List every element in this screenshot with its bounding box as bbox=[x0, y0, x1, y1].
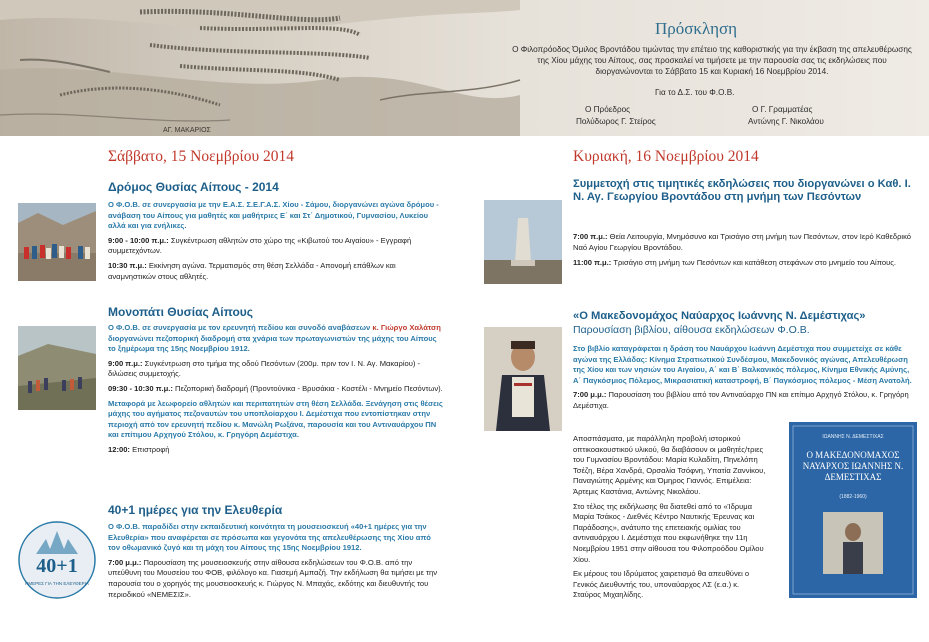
invitation-title: Πρόσκληση bbox=[655, 19, 738, 38]
portrait-photo bbox=[484, 327, 562, 431]
s2-intro: Στο βιβλίο καταγράφεται η δράση του Ναυάρχου Ιωάννη Δεμέστιχα που συμμετείχε σε κάθε αγώνα της Ελλάδας: Κίνημα Στρατιωτικού Συνδέσμου, Μακεδονικός αγώνας, Απελευθέρωση της Χίου και των νησιών του Αιγαίου, Α΄ και Β΄ Βαλκανικός πόλεμος, Κίνημα Εθνικής Αμύνης, Α΄ Παγκόσμιος Πόλεμος, Μικρασιατική καταστροφή, Β΄ Παγκόσμιος πόλεμος - Μέση Ανατολή. bbox=[573, 344, 912, 385]
e2-item2 bbox=[108, 384, 443, 395]
logo-subtitle: ΗΜΕΡΕΣ ΓΙΑ ΤΗΝ ΕΛΕΥΘΕΡΙΑ bbox=[25, 581, 89, 586]
e2-desc3: Επιστροφή bbox=[132, 444, 170, 454]
e2-time3: 12:00: bbox=[108, 444, 130, 454]
s2-desc1: Παρουσίαση του βιβλίου από τον Αντιναύαρχο ΠΝ και επίτιμο Αρχηγό Στόλου, κ. Γρηγόρη Δεμέστιχα. bbox=[573, 390, 909, 410]
e1-time1: 9:00 - 10:00 π.μ.: bbox=[108, 235, 169, 245]
secretary-name: Αντώνης Γ. Νικολάου bbox=[748, 117, 824, 126]
s1-item1 bbox=[573, 232, 918, 253]
e3-item1 bbox=[108, 558, 443, 600]
s1-desc1: Θεία Λειτουργία, Μνημόσυνο και Τρισάγιο στη μνήμη των Πεσόντων, στον Ιερό Καθεδρικό Ναό Αγίου Γεωργίου Βροντάδου. bbox=[573, 232, 912, 252]
s1-item2 bbox=[573, 258, 918, 269]
e2-intro-a: Ο Φ.Ο.Β. σε συνεργασία με τον ερευνητή πεδίου και συνοδό αναβάσεων bbox=[108, 323, 373, 332]
hikers-photo bbox=[18, 326, 96, 410]
runners-photo bbox=[18, 203, 96, 281]
e2-item3 bbox=[108, 445, 443, 456]
for-board: Για το Δ.Σ. του Φ.Ο.Β. bbox=[655, 88, 735, 97]
s2-item1 bbox=[573, 390, 918, 411]
banner-caption: ΑΓ. ΜΑΚΑΡΙΟΣ bbox=[163, 127, 211, 134]
e1-item2 bbox=[108, 261, 443, 282]
s2-greeting: Εκ μέρους του Ιδρύματος χαιρετισμό θα απευθύνει ο Γενικός Διευθυντής του, υποναύαρχος ΛΣ (ε.α.) κ. Σταύρος Μιχαηλίδης. bbox=[573, 569, 750, 600]
e1-time2: 10:30 π.μ.: bbox=[108, 260, 147, 270]
president-role: Ο Πρόεδρος bbox=[585, 105, 631, 114]
book-cover bbox=[789, 422, 917, 598]
e2-title: Μονοπάτι Θυσίας Αίπους bbox=[108, 305, 254, 319]
invitation-text: Ο Φιλοπρόοδος Όμιλος Βροντάδου τιμώντας την επέτειο της καθοριστικής για την έκβαση της απελευθέρωσης της Χίου μάχης του Αίπους, σας προσκαλεί να τιμήσετε με την παρουσία σας τις εκδηλώσεις που διοργανώνονται το Σάββατο 15 και Κυριακή 16 Νοεμβρίου 2014. bbox=[512, 45, 912, 76]
book-author: ΙΩΑΝΝΗΣ Ν. ΔΕΜΕΣΤΙΧΑΣ bbox=[822, 434, 884, 440]
e1-title: Δρόμος Θυσίας Αίπους - 2014 bbox=[108, 180, 279, 194]
e2-time1: 9:00 π.μ.: bbox=[108, 358, 143, 368]
secretary-role: Ο Γ. Γραμματέας bbox=[752, 105, 813, 114]
e3-desc1: Παρουσίαση της μουσειοσκευής στην αίθουσα εκδηλώσεων του Φ.Ο.Β. από την υπεύθυνη του Μουσείου του ΦΟΒ, φιλόλογο κα. Γιασεμή Αμπαζή. Την εκδήλωση θα τιμήσει με την παρουσία του ο χορηγός της μουσειοσκευής κ. Γιώργος Ν. Μπαχάς, εκδότης και διευθυντής του περιοδικού «ΝΕΜΕΣΙΣ». bbox=[108, 557, 438, 599]
e1-desc2: Εκκίνηση αγώνα. Τερματισμός στη θέση Σελλάδα - Απονομή επάθλων και αναμνηστικών στους αθλητές. bbox=[108, 260, 396, 281]
logo-number: 40+1 bbox=[36, 555, 78, 577]
e1-desc1: Συγκέντρωση αθλητών στο χώρο της «Κιβωτού του Αιγαίου» - Εγγραφή συμμετεχόντων. bbox=[108, 235, 412, 256]
e2-item1 bbox=[108, 359, 443, 380]
sunday-heading: Κυριακή, 16 Νοεμβρίου 2014 bbox=[573, 148, 759, 165]
s1-desc2: Τρισάγιο στη μνήμη των Πεσόντων και κατάθεση στεφάνων στο μνημείο του Αίπους. bbox=[613, 258, 896, 268]
s2-subtitle: Παρουσίαση βιβλίου, αίθουσα εκδηλώσεων Φ.Ο.Β. bbox=[573, 324, 810, 336]
monument-photo bbox=[484, 200, 562, 284]
s2-reprint: Στο τέλος της εκδήλωσης θα διατεθεί από το «Ίδρυμα Μαρία Τσάκος - Διεθνές Κέντρο Ναυτικής Έρευνας και Παράδοσης», ανάτυπο της επετειακής ομιλίας του αντιναυάρχου Ι. Δεμέστιχα που εκφωνήθηκε την 11η Νοεμβρίου 1951 στην αίθουσα του Φιλοπροόδου Ομίλου Χίου. bbox=[573, 501, 764, 564]
e2-intro-name: κ. Γιώργο Χαλάτση bbox=[372, 323, 441, 332]
book-title: Ο ΜΑΚΕΔΟΝΟΜΑΧΟΣ ΝΑΥΑΡΧΟΣ ΙΩΑΝΝΗΣ Ν. ΔΕΜΕΣΤΙΧΑΣ bbox=[802, 450, 904, 482]
e2-desc1: Συγκέντρωση στο τμήμα της οδού Πεσόντων (200μ. πριν τον Ι. Ν. Αγ. Μακαρίου) - διλώσεις συμμετοχής. bbox=[108, 358, 421, 379]
e2-time2: 09:30 - 10:30 π.μ.: bbox=[108, 383, 173, 393]
e2-intro bbox=[108, 323, 443, 355]
s1-title: Συμμετοχή στις τιμητικές εκδηλώσεις που διοργανώνει ο Καθ. Ι. Ν. Αγ. Γεωργίου Βροντάδου στη μνήμη των Πεσόντων bbox=[573, 178, 911, 203]
s2-title: «Ο Μακεδονομάχος Ναύαρχος Ιωάννης Ν. Δεμέστιχας» bbox=[573, 310, 866, 322]
e1-item1 bbox=[108, 236, 443, 257]
e2-note: Μεταφορά με λεωφορείο αθλητών και περιπατητών στη θέση Σελλάδα. Ξενάγηση στις θέσεις μάχης του αγήματος πεζοναυτών του υποπλοίαρχου Ι. Δεμέστιχα που εντοπίστηκαν στην περιοχή από τον ερευνητή πεδίου κ. Μανώλη Ρωξάνα, παρουσία και του Αντιναυάρχου ΠΝ και επίτιμου Αρχηγού Στόλου, κ. Γρηγόρη Δεμέστιχα. bbox=[108, 398, 443, 440]
e3-title: 40+1 ημέρες για την Ελευθερία bbox=[108, 503, 283, 517]
e2-desc2: Πεζοπορική διαδρομή (Προντούνικα - Βρυσάκια - Κοστέλι - Μνημείο Πεσόντων). bbox=[175, 383, 443, 393]
e3-time1: 7:00 μ.μ.: bbox=[108, 557, 142, 567]
saturday-heading: Σάββατο, 15 Νοεμβρίου 2014 bbox=[108, 148, 294, 165]
e2-intro-b: διοργανώνει πεζοπορική διαδρομή στα χνάρια των πρωταγωνιστών της μάχης του Αίπους το ξημέρωμα της 15ης Νοεμβρίου 1912. bbox=[108, 333, 437, 354]
s1-time1: 7:00 π.μ.: bbox=[573, 232, 608, 241]
s1-time2: 11:00 π.μ.: bbox=[573, 258, 612, 268]
forty-plus-one-logo bbox=[16, 519, 98, 601]
e1-intro: Ο Φ.Ο.Β. σε συνεργασία με την Ε.Α.Σ. Σ.Ε.Γ.Α.Σ. Χίου - Σάμου, διοργανώνει αγώνα δρόμου - ανάβαση του Αίπους για μαθητές και μαθήτριες Ε΄ και Στ΄ Δημοτικού, Γυμνασίου, Λυκείου αλλά και για ενήλικες. bbox=[108, 200, 439, 231]
e3-intro: Ο Φ.Ο.Β. παραδίδει στην εκπαιδευτική κοινότητα τη μουσειοσκευή «40+1 ημέρες για την Ελευθερία» που αναφέρεται σε πρόσωπα και γεγονότα της απελευθέρωσης της Χίου από τον οθωμανικό ζυγό και τη μάχη του Αίπους της 15ης Νοεμβρίου 1912. bbox=[108, 522, 431, 553]
header-banner bbox=[0, 0, 929, 136]
president-name: Πολύδωρος Γ. Στείρος bbox=[576, 117, 656, 126]
s2-readers: Αποσπάσματα, με παράλληλη προβολή ιστορικού οπτικοακουστικού υλικού, θα διαβάσουν οι μαθητές/τριες του Γυμνασίου Βροντάδου: Μαρία Κυλαδίτη, Πηνελόπη Τσέζη, Βέρα Χανδρά, Ορσαλία Τσόφνη, Υπατία Ζαννίκου, Παναγιώτης Αρμένης και Όμηρος Γιαννός. Επιμέλεια: Άρτεμις Καστάνια, Αντώνης Νικολάου. bbox=[573, 434, 766, 496]
s2-time1: 7:00 μ.μ.: bbox=[573, 390, 607, 400]
book-years: (1882-1960) bbox=[839, 494, 867, 500]
